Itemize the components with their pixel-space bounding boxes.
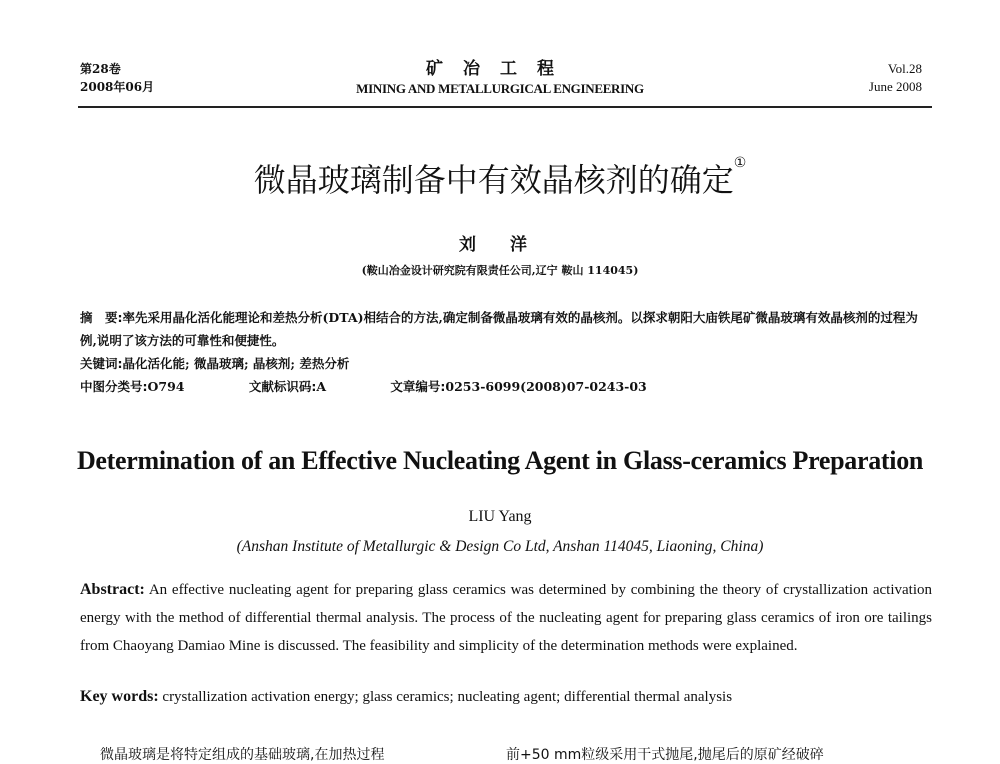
article-number-value: 0253-6099(2008)07-0243-03 xyxy=(445,379,647,394)
date-en: June 2008 xyxy=(868,79,922,94)
affiliation-cn: (鞍山冶金设计研究院有限责任公司,辽宁 鞍山 114045) xyxy=(361,264,639,277)
keywords-cn-label: 关键词: xyxy=(80,356,123,371)
body-text-col2: 前+50 mm粒级采用干式抛尾,抛尾后的原矿经破碎 xyxy=(506,747,824,763)
body-text-col1: 微晶玻璃是将特定组成的基础玻璃,在加热过程 xyxy=(100,747,385,763)
title-cn xyxy=(0,155,1000,201)
author-en: LIU Yang xyxy=(468,508,532,525)
journal-name-en: MINING AND METALLURGICAL ENGINEERING xyxy=(356,81,644,96)
doc-code xyxy=(249,379,326,394)
classification-value: O794 xyxy=(147,379,185,394)
volume-en: Vol.28 xyxy=(887,61,922,76)
article-meta xyxy=(80,375,932,398)
header-rule xyxy=(78,106,932,108)
abstract-cn-block xyxy=(80,306,932,398)
journal-header xyxy=(0,58,1000,98)
abstract-en xyxy=(80,576,932,660)
keywords-cn-text: 晶化活化能; 微晶玻璃; 晶核剂; 差热分析 xyxy=(122,356,350,371)
volume-cn: 第28卷 xyxy=(80,62,121,76)
article-number-label: 文章编号: xyxy=(390,379,446,394)
title-cn-text: 微晶玻璃制备中有效晶核剂的确定 xyxy=(253,161,734,199)
author-cn: 刘 洋 xyxy=(459,235,541,255)
classification-label: 中图分类号: xyxy=(80,379,148,394)
issue-info-en xyxy=(869,60,922,96)
keywords-cn xyxy=(80,352,932,375)
journal-name-cn: 矿冶工程 xyxy=(426,59,574,79)
abstract-en-label: Abstract: xyxy=(80,581,145,598)
keywords-en xyxy=(80,688,732,706)
title-footnote-mark: ① xyxy=(733,155,747,171)
abstract-cn-label: 摘 要: xyxy=(80,310,123,325)
date-cn: 2008年06月 xyxy=(80,80,155,94)
affiliation-en: (Anshan Institute of Metallurgic & Design Co Ltd, Anshan 114045, Liaoning, China) xyxy=(236,538,764,555)
article-number xyxy=(390,379,646,394)
abstract-cn xyxy=(80,306,932,352)
doc-code-label: 文献标识码: xyxy=(248,379,317,394)
abstract-cn-text: 率先采用晶化活化能理论和差热分析(DTA)相结合的方法,确定制备微晶玻璃有效的晶核剂。以探求朝阳大庙铁尾矿微晶玻璃有效晶核剂的过程为例,说明了该方法的可靠性和便捷性。 xyxy=(80,310,918,348)
classification xyxy=(80,379,184,394)
title-en: Determination of an Effective Nucleating Agent in Glass-ceramics Preparation xyxy=(76,446,924,475)
doc-code-value: A xyxy=(316,379,327,394)
keywords-en-label: Key words: xyxy=(80,688,159,705)
keywords-en-text: crystallization activation energy; glass ceramics; nucleating agent; differential thermal analysis xyxy=(162,689,733,705)
abstract-en-text: An effective nucleating agent for preparing glass ceramics was determined by combining the theory of crystallization activation energy with the method of differential thermal analysis. The process of the nucleating agent for preparing glass ceramics of iron ore tailings from Chaoyang Damiao Mine is discussed. The feasibility and simplicity of the determination methods were explained. xyxy=(80,582,932,654)
